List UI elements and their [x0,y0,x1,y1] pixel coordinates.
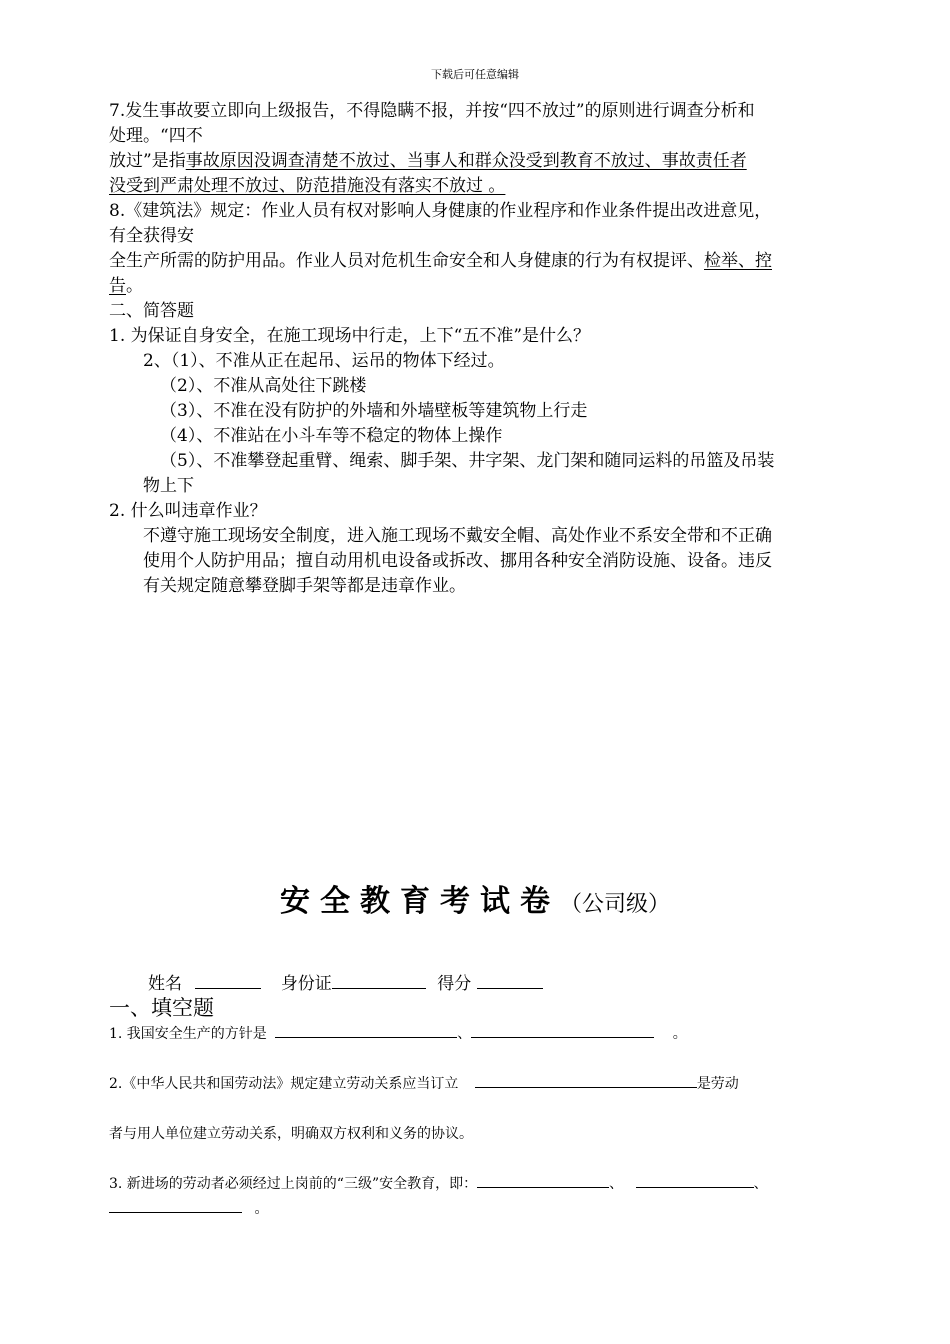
fill-question-3-line-2 [109,1197,268,1221]
q2-answer-line: 使用个人防护用品；擅自动用机电设备或拆改、挪用各种安全消防设施、设备。违反 [143,551,772,571]
exam-title-main: 安全教育考试卷 [279,884,560,919]
q1-answer-item: （2）、不准从高处往下跳楼 [160,376,367,396]
exam-title [0,876,950,920]
id-label: 身份证 [280,974,332,994]
id-field[interactable] [332,972,426,989]
fill-q1-blank-2[interactable] [471,1024,654,1038]
candidate-info-row [148,972,543,996]
fill-q3-separator-1: 、 [609,1176,624,1192]
q1-answer-item: （4）、不准站在小斗车等不稳定的物体上操作 [160,426,503,446]
q7-line-1: 7.发生事故要立即向上级报告，不得隐瞒不报，并按“四不放过”的原则进行调查分析和 [109,101,755,121]
q8-line-3-prefix: 全生产所需的防护用品。作业人员对危机生命安全和人身健康的行为有权提评、 [109,251,704,271]
q7-line-3-prefix: 放过”是指 [109,151,186,171]
fill-question-1 [109,1022,687,1046]
fill-q3-separator-2: 、 [753,1176,768,1192]
q1-answer-item: （5）、不准攀登起重臂、绳索、脚手架、井字架、龙门架和随同运料的吊篮及吊装 [160,451,775,471]
fill-question-2 [109,1072,739,1096]
q8-line-3 [109,249,772,273]
fill-q2-suffix: 是劳动 [696,1076,739,1092]
fill-q3-blank-3[interactable] [109,1199,242,1213]
q7-answer-part-1: 事故原因没调查清楚不放过、当事人和群众没受到教育不放过、事故责任者 [185,151,747,171]
q1-answer-item: 物上下 [143,476,194,496]
fill-q1-end: 。 [672,1026,687,1042]
fill-q3-text: 3. 新进场的劳动者必须经过上岗前的“三级”安全教育，即： [109,1176,478,1192]
fill-q3-end: 。 [254,1201,269,1217]
exam-title-subtitle: （公司级） [559,892,670,917]
q7-line-3 [109,149,747,173]
q1-answer-item: 2、（1）、不准从正在起吊、运吊的物体下经过。 [143,351,505,371]
fill-q1-text: 1. 我国安全生产的方针是 [109,1026,267,1042]
short-answer-q2: 2. 什么叫违章作业？ [109,501,267,521]
q2-answer-line: 不遵守施工现场安全制度，进入施工现场不戴安全帽、高处作业不系安全带和不正确 [143,526,772,546]
score-label: 得分 [437,974,472,994]
section-2-heading: 二、简答题 [109,301,194,321]
score-field[interactable] [477,972,543,989]
short-answer-q1: 1. 为保证自身安全，在施工现场中行走，上下“五不准”是什么？ [109,326,591,346]
fill-question-3 [109,1172,768,1196]
section-1-heading: 一、填空题 [109,996,214,1020]
fill-q3-blank-1[interactable] [477,1174,609,1188]
name-label: 姓名 [148,974,182,994]
name-field[interactable] [195,972,261,989]
q1-answer-item: （3）、不准在没有防护的外墙和外墙壁板等建筑物上行走 [160,401,588,421]
q8-line-4-suffix: 。 [126,276,143,296]
q8-answer-part-1: 检举、控 [704,251,772,271]
q8-line-2: 有全获得安 [109,226,194,246]
q7-line-4 [109,174,505,198]
fill-question-2-line-2: 者与用人单位建立劳动关系，明确双方权利和义务的协议。 [109,1126,473,1142]
q8-line-1: 8.《建筑法》规定：作业人员有权对影响人身健康的作业程序和作业条件提出改进意见， [109,201,772,221]
q2-answer-line: 有关规定随意攀登脚手架等都是违章作业。 [143,576,466,596]
fill-q2-text: 2.《中华人民共和国劳动法》规定建立劳动关系应当订立 [109,1076,459,1092]
q7-answer-part-2: 没受到严肃处理不放过、防范措施没有落实不放过 。 [109,176,506,196]
q8-line-4 [109,274,143,298]
fill-q3-blank-2[interactable] [636,1174,754,1188]
q8-answer-part-2: 告 [109,276,126,296]
fill-q1-blank-1[interactable] [275,1024,457,1038]
q7-line-2: 处理。“四不 [109,126,203,146]
fill-q2-blank[interactable] [475,1074,697,1088]
page-header: 下载后可任意编辑 [431,68,519,81]
fill-q1-separator: 、 [457,1026,472,1042]
